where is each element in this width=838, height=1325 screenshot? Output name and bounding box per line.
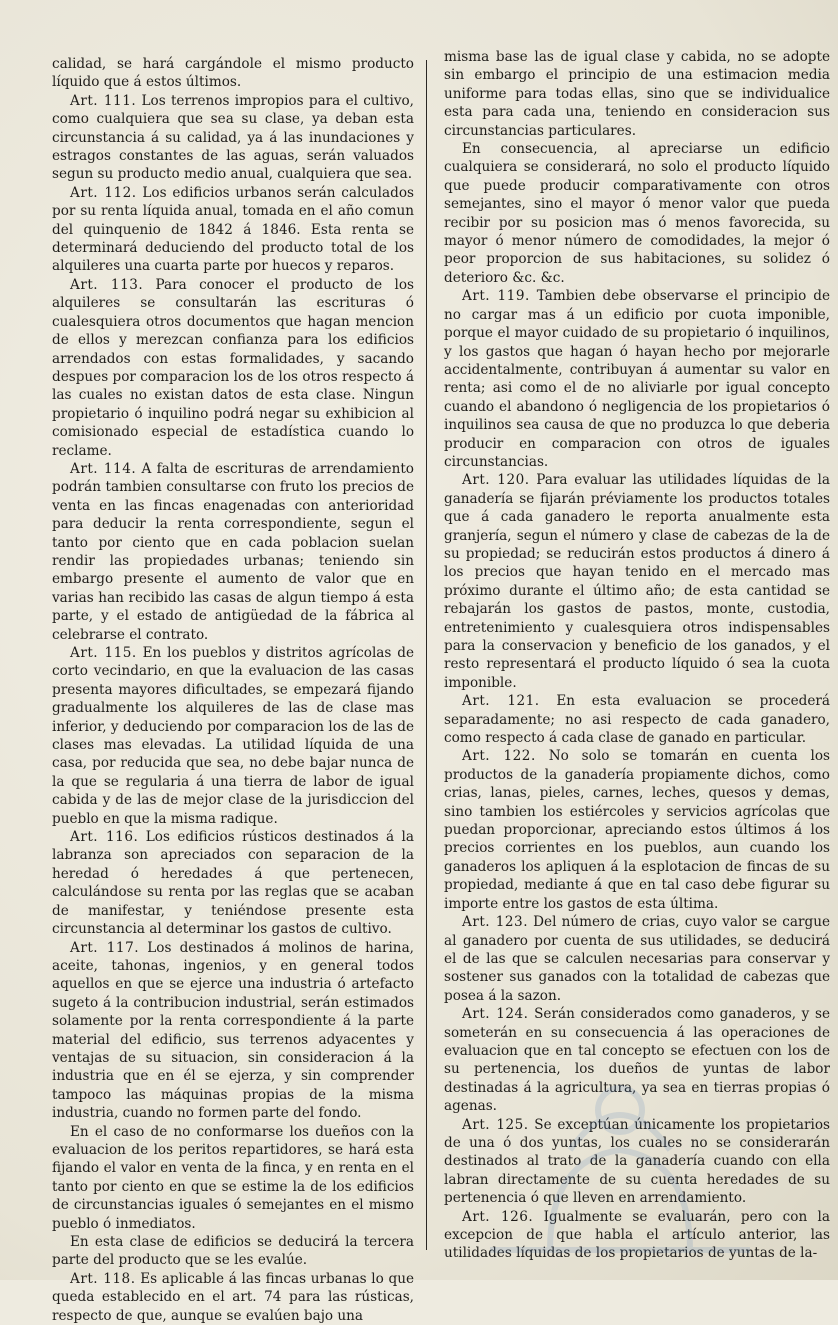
paragraph-text: Los edificios rústicos destinados á la labranza son apreciados con separacion de la heredad ó heredades á que pertenecen, calculándose su renta por las reglas que se acaban de manifestar, y teniéndose presente esta circunstancia al determinar los gastos de cultivo.: [52, 829, 415, 938]
right-column: [444, 48, 830, 1263]
article-number: Art. 126.: [462, 1208, 534, 1225]
paragraph: [444, 140, 830, 287]
paragraph: [52, 939, 414, 1123]
left-column: [52, 55, 414, 1325]
paragraph-text: Los terrenos impropios para el cultivo, como cualquiera que sea su clase, ya deban esta circunstancia á su calidad, ya á las inundaciones y estragos constantes de las aguas, serán valuados segun su producto medio anual, cualquiera que sea.: [52, 92, 414, 183]
paragraph-text: misma base las de igual clase y cabida, no se adopte sin embargo el principio de una estimacion media uniforme para todas ellas, sino que se individualice esta para cada una, teniendo en consideracion sus circunstancias particulares.: [444, 49, 830, 139]
paragraph: [52, 1233, 414, 1270]
column-divider: [426, 60, 427, 1250]
paragraph: [52, 184, 414, 276]
paragraph: [52, 276, 414, 460]
paragraph-text: Los edificios urbanos serán calculados por su renta líquida anual, tomada en el año comun del quinquenio de 1842 á 1846. Esta renta se determinará deduciendo del producto total de los alquileres una cuarta parte por huecos y reparos.: [52, 184, 414, 275]
paragraph: [444, 1005, 830, 1115]
paragraph-text: Para conocer el producto de los alquileres se consultarán las escrituras ó cualesquiera otros documentos que hagan mencion de ellos y merezcan confianza para los edificios arrendados con estas formalidades, y sacando despues por comparacion los de los otros respecto á las cuales no existan datos de esta clase. Ningun propietario ó inquilino podrá negar su exhibicion al comisionado especial de estadística cuando lo reclame.: [52, 276, 414, 459]
article-number: Art. 123.: [462, 914, 529, 931]
article-number: Art. 119.: [462, 288, 530, 305]
paragraph-text: En esta clase de edificios se deducirá la tercera parte del producto que se les evalúe.: [52, 1234, 414, 1269]
article-number: Art. 111.: [70, 92, 137, 109]
article-number: Art. 112.: [70, 184, 137, 201]
paragraph-text: calidad, se hará cargándole el mismo producto líquido que á estos últimos.: [52, 56, 414, 91]
article-number: Art. 124.: [462, 1006, 529, 1023]
paragraph-text: En el caso de no conformarse los dueños con la evaluacion de los peritos repartidores, se hará esta fijando el valor en venta de la finca, y en renta en el tanto por ciento en que se estime la de los edificios de circunstancias iguales ó semejantes en el mismo pueblo ó inmediatos.: [52, 1123, 414, 1232]
paragraph: [444, 471, 830, 692]
paragraph-text: En esta evaluacion se procederá separadamente; no asi respecto de cada ganadero, como respecto á cada clase de ganado en particular.: [444, 693, 830, 747]
article-number: Art. 125.: [462, 1116, 529, 1133]
paragraph-text: Se exceptúan únicamente los propietarios de una ó dos yuntas, los cuales no se considerarán destinados al trato de la ganadería cuando con ella labran directamente de su cuenta heredades de su pertenencia ó que lleven en arrendamiento.: [444, 1116, 831, 1207]
paragraph-text: Para evaluar las utilidades líquidas de la ganadería se fijarán préviamente los productos totales que á cada ganadero le reporta anualmente esta granjería, segun el número y clase de cabezas de la de su propiedad; se reducirán estos productos á dinero á los precios que hayan tenido en el mercado mas próximo durante el último año; de esta cantidad se rebajarán los gastos de pastos, monte, custodia, entretenimiento y cualesquiera otros indispensables para la conservacion y beneficio de los ganados, y el resto representará el producto líquido ó sea la cuota imponible.: [444, 472, 830, 691]
paragraph: [52, 460, 414, 644]
paragraph-text: Del número de crias, cuyo valor se cargue al ganadero por cuenta de sus utilidades, se deducirá el de las que se calculen necesarias para conservar y sostener sus ganados con la totalidad de cabezas que posea á la sazon.: [444, 914, 830, 1004]
paragraph-text: A falta de escrituras de arrendamiento podrán tambien consultarse con fruto los precios de venta en las fincas enagenadas con anterioridad para deducir la renta correspondiente, segun el tanto por ciento que en cada poblacion suelan rendir las propiedades urbanas; teniendo sin embargo presente el aumento de valor que en varias han recibido las casas de algun tiempo á esta parte, y el estado de antigüedad de la fábrica al celebrarse el contrato.: [52, 460, 414, 643]
article-number: Art. 121.: [462, 693, 540, 710]
article-number: Art. 118.: [70, 1270, 136, 1287]
paragraph: [52, 1270, 414, 1325]
paragraph: [52, 1123, 414, 1233]
paragraph-text: Es aplicable á las fincas urbanas lo que queda establecido en el art. 74 para las rústicas, respecto de que, aunque se evalúen bajo una: [52, 1270, 414, 1324]
paragraph-text: Igualmente se evaluarán, pero con la excepcion de que habla el artículo anterior, las utilidades líquidas de los propietarios de yuntas de la-: [444, 1208, 831, 1262]
article-number: Art. 122.: [462, 748, 536, 765]
paragraph: [444, 747, 830, 913]
paragraph: [444, 1208, 830, 1263]
paragraph: [444, 692, 830, 747]
article-number: Art. 115.: [70, 645, 137, 661]
article-number: Art. 116.: [70, 829, 139, 846]
paragraph-text: En consecuencia, al apreciarse un edificio cualquiera se considerará, no solo el producto líquido que puede producir comparativamente con otros semejantes, sino el mayor ó menor valor que pueda recibir por su posicion mas ó menos favorecida, su mayor ó menor número de comodidades, la mejor ó peor proporcion de sus habitaciones, su solidez ó deterioro &c. &c.: [444, 141, 830, 286]
paragraph: [444, 1116, 830, 1208]
paragraph: [444, 287, 830, 471]
paragraph: [52, 55, 414, 92]
paragraph: [444, 913, 830, 1005]
paragraph-text: Los destinados á molinos de harina, aceite, tahonas, ingenios, y en general todos aquellos en que se ejerce una industria ó artefacto sugeto á la contribucion industrial, serán estimados solamente por la renta correspondiente á la parte material del edificio, sus terrenos adyacentes y ventajas de su situacion, sin consideracion á la industria que en él se ejerza, y sin comprender tampoco las máquinas propias de la misma industria, cuando no formen parte del fondo.: [52, 939, 414, 1122]
paragraph: [52, 92, 414, 184]
paragraph-text: Serán considerados como ganaderos, y se someterán en su consecuencia á las operaciones de evaluacion que en tal concepto se efectuen con los de su pertenencia, los dueños de yuntas de labor destinadas á la agricultura, ya sea en tierras propias ó agenas.: [444, 1006, 831, 1115]
article-number: Art. 114.: [70, 460, 137, 477]
paragraph-text: En los pueblos y distritos agrícolas de corto vecindario, en que la evaluacion de las casas presenta mayores dificultades, se empezará fijando gradualmente los alquileres de las de clase mas inferior, y deduciendo por comparacion los de las de clases mas elevadas. La utilidad líquida de una casa, por reducida que sea, no debe bajar nunca de la que se regularia á una tierra de labor de igual cabida y de las de mejor clase de la jurisdiccion del pueblo en que la misma radique.: [52, 645, 415, 827]
paragraph: [52, 644, 414, 828]
paragraph-text: No solo se tomarán en cuenta los productos de la ganadería propiamente dichos, como crias, lanas, pieles, carnes, leches, quesos y demas, sino tambien los estiércoles y servicios agrícolas que puedan proporcionar, apreciando estos últimos á los precios corrientes en los pueblos, aun cuando los ganaderos los apliquen á la esplotacion de fincas de su propiedad, mediante á que en tal caso debe figurar su importe entre los gastos de esta última.: [444, 748, 830, 912]
paragraph: [52, 828, 414, 938]
paragraph-text: Tambien debe observarse el principio de no cargar mas á un edificio por cuota imponible, porque el mayor cuidado de su propietario ó inquilinos, y los gastos que hagan ó hayan hecho por mejorarle accidentalmente, contribuyan á aumentar su valor en renta; asi como el de no aliviarle por igual concepto cuando el abandono ó negligencia de los propietarios ó inquilinos sea causa de que no produzca lo que deberia producir en comparacion con otros de iguales circunstancias.: [444, 288, 831, 470]
article-number: Art. 120.: [462, 472, 530, 489]
paragraph: [444, 48, 830, 140]
article-number: Art. 117.: [70, 939, 140, 956]
article-number: Art. 113.: [70, 276, 144, 293]
